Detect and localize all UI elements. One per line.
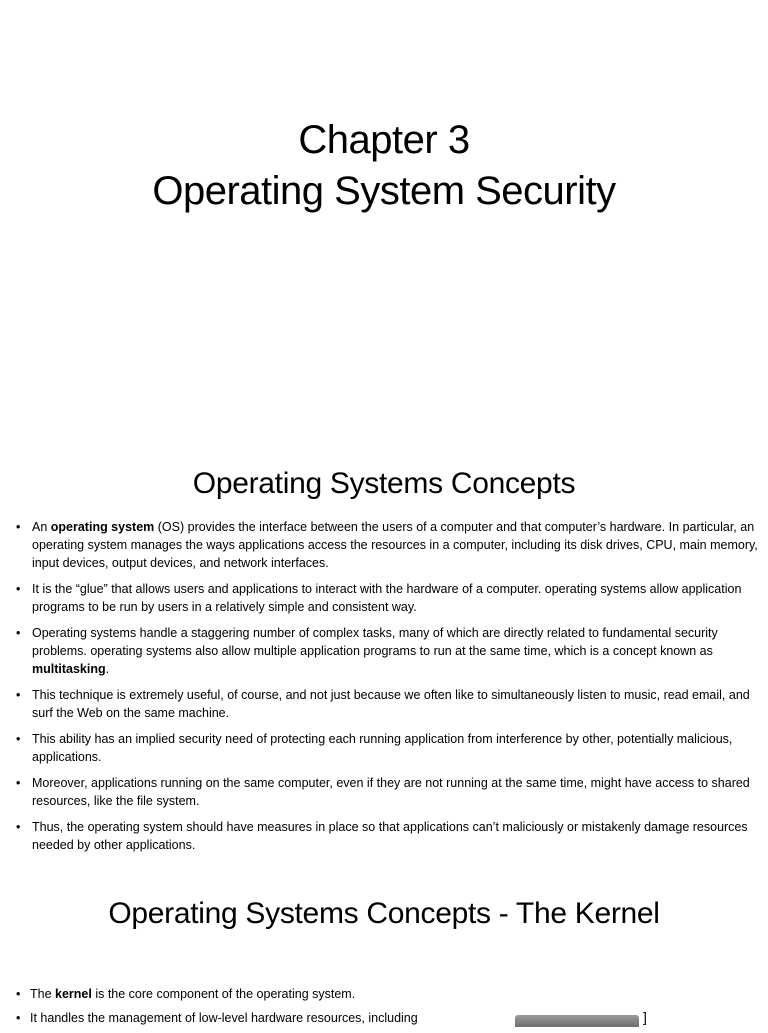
- bullet-item: [16, 730, 762, 766]
- bullet-marker: •: [16, 688, 21, 702]
- bullet-marker: •: [16, 1011, 21, 1025]
- chapter-subject-title: Operating System Security: [152, 169, 616, 213]
- bullet-marker: •: [16, 820, 21, 834]
- bold-term: operating system: [50, 520, 155, 534]
- bullet-item: [16, 624, 762, 678]
- bullet-text: This technique is extremely useful, of course, and not just because we often like to simultaneously listen to music, read email, and surf the Web on the same machine.: [32, 688, 750, 720]
- bullet-marker: •: [16, 626, 21, 640]
- bullet-text: Moreover, applications running on the same computer, even if they are not running at the same time, might have access to shared resources, like the file system.: [32, 776, 750, 808]
- bullet-marker: •: [16, 582, 21, 596]
- slide-heading: Operating Systems Concepts - The Kernel: [108, 897, 660, 930]
- bullet-item: [16, 818, 762, 854]
- bullet-item: [16, 985, 516, 1003]
- bullet-text: It is the “glue” that allows users and applications to interact with the hardware of a computer. operating systems allow application programs to be run by users in a relatively simple and consistent way.: [32, 582, 742, 614]
- bold-term: multitasking: [32, 662, 106, 676]
- bullet-item: [16, 1009, 516, 1027]
- chapter-number-title: Chapter 3: [298, 118, 470, 162]
- slide-kernel: [0, 870, 768, 1024]
- bullet-text: An: [32, 520, 51, 534]
- bullet-text: The: [30, 987, 56, 1001]
- bullet-marker: •: [16, 987, 21, 1001]
- bullet-text: (OS) provides the interface between the users of a computer and that computer’s hardware. In particular, an operating system manages the ways applications access the resources in a computer, including its disk drives, CPU, main memory, input devices, output devices, and network interfaces.: [32, 520, 758, 570]
- bracket-glyph: ]: [643, 1009, 647, 1025]
- bullet-text: Operating systems handle a staggering number of complex tasks, many of which are directly related to fundamental security problems. operating systems also allow multiple application programs to run at the same time, which is a concept known as: [32, 626, 718, 658]
- slide-os-concepts: [0, 440, 768, 870]
- bullet-item: [16, 580, 762, 616]
- slide-chapter-title: [0, 0, 768, 440]
- bullet-text: It handles the management of low-level hardware resources, including: [30, 1011, 418, 1025]
- slide-heading: Operating Systems Concepts: [192, 467, 576, 500]
- kernel-diagram-block: [515, 1015, 639, 1027]
- bullet-marker: •: [16, 520, 21, 534]
- bold-term: kernel: [55, 987, 92, 1001]
- bullet-text: This ability has an implied security need of protecting each running application from interference by other, potentially malicious, applications.: [32, 732, 733, 764]
- bullet-marker: •: [16, 732, 21, 746]
- bullet-item: [16, 774, 762, 810]
- bullet-list: [16, 518, 762, 862]
- bullet-text: .: [105, 662, 110, 676]
- bullet-list: [16, 985, 516, 1033]
- bullet-text: Thus, the operating system should have measures in place so that applications can’t maliciously or mistakenly damage resources needed by other applications.: [32, 820, 748, 852]
- bullet-item: [16, 686, 762, 722]
- bullet-marker: •: [16, 776, 21, 790]
- bullet-item: [16, 518, 762, 572]
- bullet-text: is the core component of the operating system.: [91, 987, 356, 1001]
